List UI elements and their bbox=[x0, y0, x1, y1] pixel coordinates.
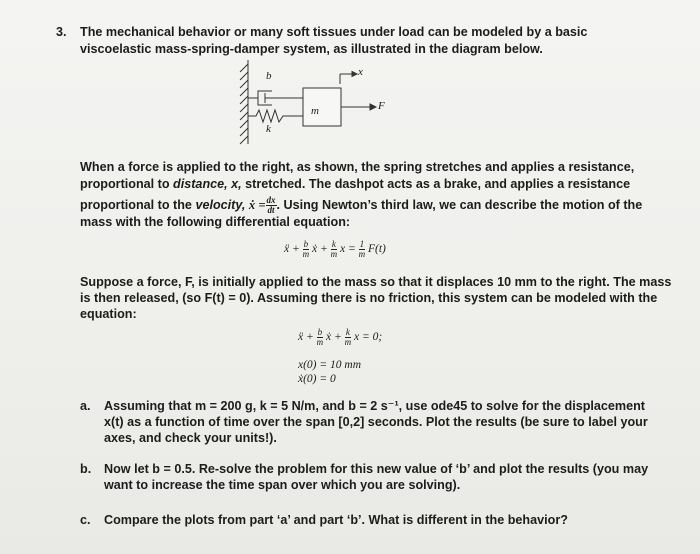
differential-equation: ẍ + $\frac{b}{m}$ ẋ + $\frac{k}{m}$ x = $\frac{1}{m}$ F(t) bbox=[284, 239, 386, 259]
mass-block bbox=[303, 88, 341, 126]
diagram-label-F: F bbox=[378, 100, 385, 112]
wall-hatching bbox=[240, 60, 248, 144]
mass-spring-damper-diagram bbox=[228, 58, 398, 148]
paragraph2-line-1: Suppose a force, F, is initially applied to the mass so that it displaces 10 mm to the right. The mass bbox=[80, 275, 672, 289]
spring bbox=[248, 110, 303, 122]
paragraph1-line-3: proportional to the velocity, ẋ = $\frac{dx}{dt}$ . Using Newton’s third law, we can describe the motion of the bbox=[80, 195, 643, 215]
part-a-line-1: Assuming that m = 200 g, k = 5 N/m, and b = 2 s⁻¹, use ode45 to solve for the displacement bbox=[104, 399, 645, 413]
paragraph2-line-2: is then released, (so F(t) = 0). Assuming there is no friction, this system can be modeled with the bbox=[80, 291, 658, 305]
problem-number: 3. bbox=[56, 25, 67, 39]
paragraph2-line-3: equation: bbox=[80, 307, 137, 321]
free-vibration-equation: ẍ + $\frac{b}{m}$ ẋ + $\frac{k}{m}$ x = 0; bbox=[298, 327, 383, 347]
diagram-label-x: x bbox=[358, 66, 363, 78]
part-b-line-1: Now let b = 0.5. Re-solve the problem for this new value of ‘b’ and plot the results (you may bbox=[104, 462, 649, 476]
part-b-label: b. bbox=[80, 462, 92, 476]
paragraph1-line-4: mass with the following differential equation: bbox=[80, 215, 351, 229]
diagram-label-k: k bbox=[266, 123, 271, 135]
diagram-label-m: m bbox=[311, 105, 319, 117]
part-a-label: a. bbox=[80, 399, 91, 413]
diagram-label-b: b bbox=[266, 70, 272, 82]
problem-intro-line-1: The mechanical behavior or many soft tissues under load can be modeled by a basic bbox=[80, 25, 588, 39]
part-a-line-2: x(t) as a function of time over the span [0,2] seconds. Plot the results (be sure to label your bbox=[104, 415, 648, 429]
part-c-line-1: Compare the plots from part ‘a’ and part ‘b’. What is different in the behavior? bbox=[104, 513, 568, 527]
part-b-line-2: want to increase the time span over which you are solving). bbox=[104, 478, 461, 492]
dx-dt-fraction: $\frac{dx}{dt}$ bbox=[266, 195, 276, 215]
x-direction-arrow bbox=[340, 72, 357, 85]
problem-intro-line-2: viscoelastic mass-spring-damper system, as illustrated in the diagram below. bbox=[80, 42, 543, 56]
part-a-line-3: axes, and check your units!). bbox=[104, 431, 277, 445]
initial-condition-velocity: ẋ(0) = 0 bbox=[298, 373, 336, 385]
dashpot bbox=[248, 91, 303, 105]
force-arrow bbox=[341, 104, 376, 110]
paragraph1-line-2: proportional to distance, x, stretched. The dashpot acts as a brake, and applies a resistance bbox=[80, 177, 631, 191]
initial-condition-position: x(0) = 10 mm bbox=[298, 359, 362, 371]
paragraph1-line-1: When a force is applied to the right, as shown, the spring stretches and applies a resistance, bbox=[80, 160, 635, 174]
part-c-label: c. bbox=[80, 513, 91, 527]
